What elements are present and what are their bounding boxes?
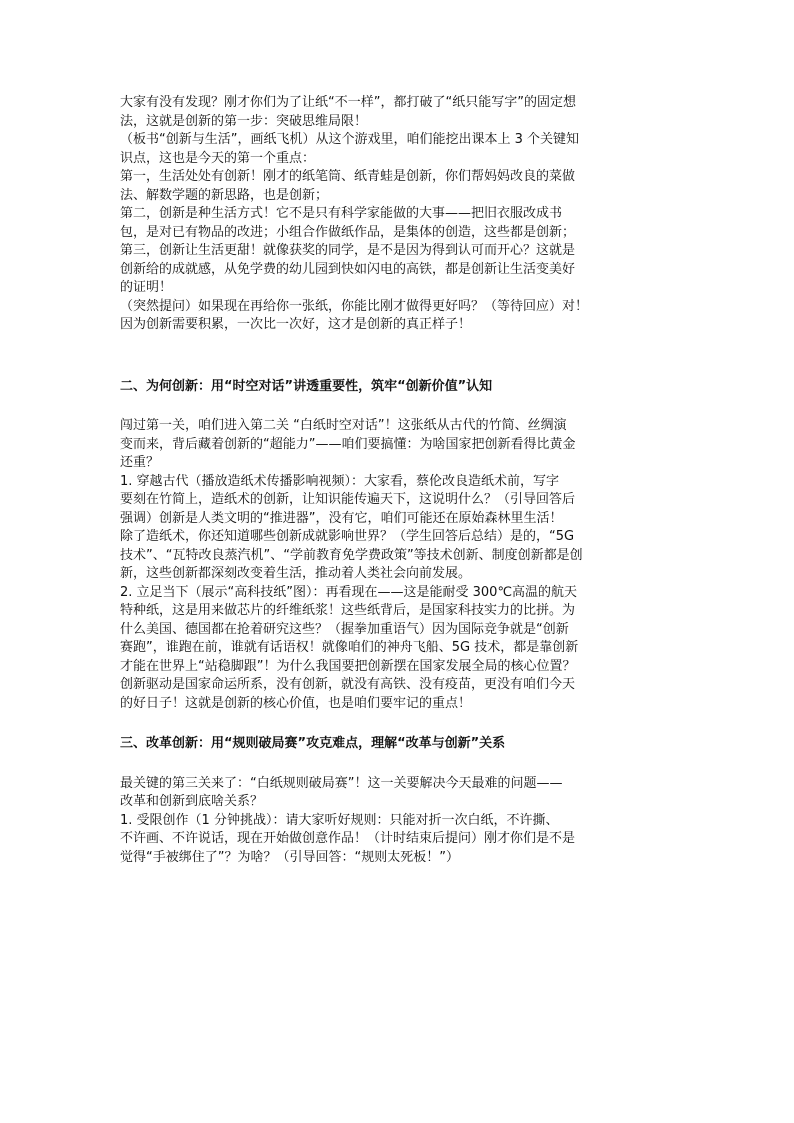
paragraph-line: 大家有没有发现？刚才你们为了让纸“不一样”，都打破了“纸只能写字”的固定想 bbox=[120, 95, 576, 110]
document-body bbox=[120, 94, 680, 867]
section-heading: 二、为何创新：用“时空对话”讲透重要性，筑牢“创新价值”认知 bbox=[120, 378, 493, 394]
paragraph-line: 不许画、不许说话，现在开始做创意作品！（计时结束后提问）刚才你们是不是 bbox=[120, 831, 576, 846]
paragraph-line: 因为创新需要积累，一次比一次好，这才是创新的真正样子！ bbox=[120, 317, 472, 332]
paragraph-line: 的证明！ bbox=[120, 280, 173, 295]
paragraph-line: 闯过第一关，咱们进入第二关 “白纸时空对话”！这张纸从古代的竹简、丝绸演 bbox=[120, 418, 567, 433]
paragraph-line: 第二，创新是种生活方式！它不是只有科学家能做的大事——把旧衣服改成书 bbox=[120, 206, 563, 221]
paragraph-line: 1. 穿越古代（播放造纸术传播影响视频）：大家看，蔡伦改良造纸术前，写字 bbox=[120, 473, 560, 489]
section-3 bbox=[120, 735, 680, 867]
paragraph-line: 要刻在竹简上，造纸术的创新，让知识能传遍天下，这说明什么？（引导回答后 bbox=[120, 492, 576, 507]
paragraph-line: 1. 受限创作（1 分钟挑战）：请大家听好规则：只能对折一次白纸，不许撕、 bbox=[120, 812, 559, 828]
paragraph-line: （突然提问）如果现在再给你一张纸，你能比刚才做得更好吗？（等待回应）对！ bbox=[120, 298, 589, 314]
paragraph-line: 变而来，背后藏着创新的“超能力”——咱们要搞懂：为啥国家把创新看得比黄金 bbox=[120, 436, 576, 452]
paragraph-line: （板书“创新与生活”，画纸飞机）从这个游戏里，咱们能挖出课本上 3 个关键知 bbox=[120, 132, 580, 147]
paragraph-line: 法，这就是创新的第一步：突破思维局限！ bbox=[120, 113, 368, 129]
section-heading: 三、改革创新：用“规则破局赛”攻克难点，理解“改革与创新”关系 bbox=[120, 736, 506, 751]
paragraph-line: 第三，创新让生活更甜！就像获奖的同学，是不是因为得到认可而开心？这就是 bbox=[120, 243, 576, 258]
paragraph-line: 除了造纸术，你还知道哪些创新成就影响世界？（学生回答后总结）是的，“5G bbox=[120, 529, 575, 544]
paragraph-line: 法、解数学题的新思路，也是创新； bbox=[120, 187, 329, 203]
section-1 bbox=[120, 94, 680, 335]
spacer bbox=[120, 754, 680, 775]
spacer bbox=[120, 713, 680, 735]
paragraph-line: 新，这些创新都深刻改变着生活，推动着人类社会向前发展。 bbox=[120, 566, 472, 581]
paragraph-line: 包，是对已有物品的改进；小组合作做纸作品，是集体的创造，这些都是创新； bbox=[120, 224, 576, 240]
paragraph-line: 技术”、“瓦特改良蒸汽机”、“学前教育免学费政策”等技术创新、制度创新都是创 bbox=[120, 547, 583, 563]
paragraph-line: 强调）创新是人类文明的“推进器”，没有它，咱们可能还在原始森林里生活！ bbox=[120, 510, 563, 526]
paragraph-line: 才能在世界上“站稳脚跟”！为什么我国要把创新摆在国家发展全局的核心位置？ bbox=[120, 658, 576, 674]
paragraph-line: 改革和创新到底啥关系？ bbox=[120, 794, 264, 809]
paragraph-line: 什么美国、德国都在抢着研究这些？（握拳加重语气）因为国际竞争就是“创新 bbox=[120, 621, 569, 637]
paragraph-line: 2. 立足当下（展示“高科技纸”图）：再看现在——这是能耐受 300℃高温的航天 bbox=[120, 584, 578, 600]
paragraph-line: 创新驱动是国家命运所系，没有创新，就没有高铁、没有疫苗，更没有咱们今天 bbox=[120, 677, 576, 692]
paragraph-line: 第一，生活处处有创新！刚才的纸笔筒、纸青蛙是创新，你们帮妈妈改良的菜做 bbox=[120, 169, 576, 184]
paragraph-line: 赛跑”，谁跑在前，谁就有话语权！就像咱们的神舟飞船、5G 技术，都是靠创新 bbox=[120, 640, 579, 655]
spacer bbox=[120, 396, 680, 417]
paragraph-line: 最关键的第三关来了：“白纸规则破局赛”！这一关要解决今天最难的问题—— bbox=[120, 775, 563, 791]
paragraph-line: 特种纸，这是用来做芯片的纤维纸浆！这些纸背后，是国家科技实力的比拼。为 bbox=[120, 603, 576, 618]
paragraph-line: 还重？ bbox=[120, 455, 160, 470]
paragraph-line: 觉得“手被绑住了”？为啥？（引导回答：“规则太死板！”） bbox=[120, 849, 459, 865]
paragraph-line: 创新给的成就感，从免学费的幼儿园到快如闪电的高铁，都是创新让生活变美好 bbox=[120, 261, 576, 277]
paragraph-line: 的好日子！这就是创新的核心价值，也是咱们要牢记的重点！ bbox=[120, 695, 472, 711]
paragraph-line: 识点，这也是今天的第一个重点： bbox=[120, 150, 316, 166]
spacer bbox=[120, 335, 680, 378]
section-2 bbox=[120, 378, 680, 714]
